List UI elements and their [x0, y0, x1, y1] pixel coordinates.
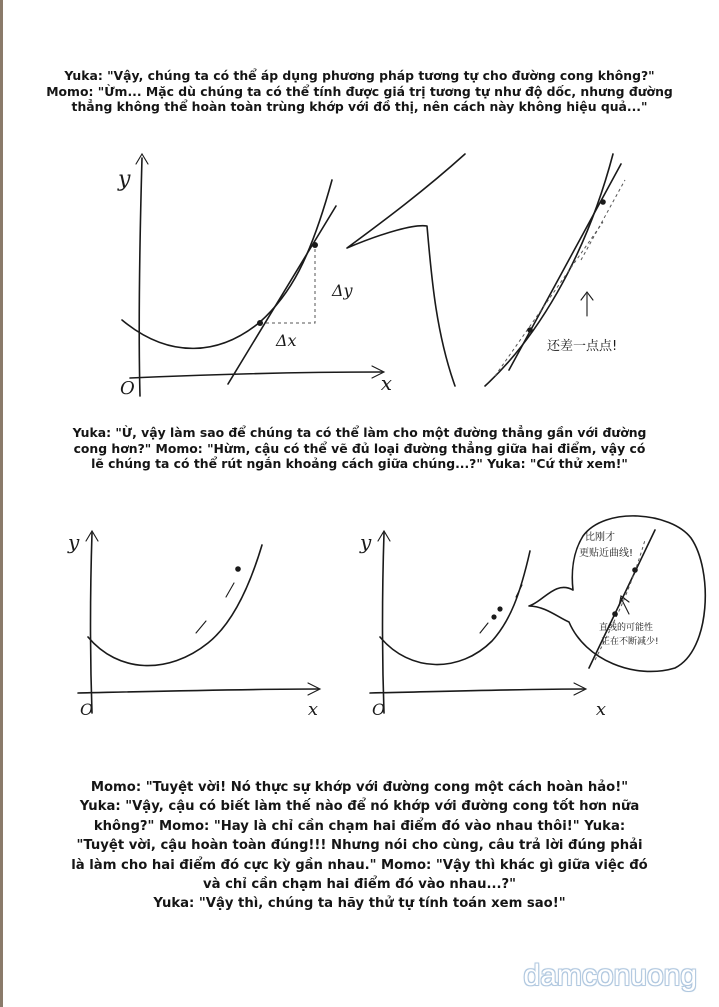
x-axis-label: x: [307, 699, 318, 720]
x-axis: [370, 689, 584, 693]
watermark: damconuong: [523, 959, 697, 992]
tick-mark: [516, 585, 522, 597]
zoom-point-b: [600, 199, 606, 205]
y-axis-label: y: [118, 167, 131, 192]
dialogue-line: "Tuyệt vời, cậu hoàn toàn đúng!!! Nhưng nói cho cùng, câu trả lời đúng phải: [76, 838, 643, 854]
x-axis-label: x: [595, 699, 606, 720]
curve: [88, 545, 262, 666]
point-b: [497, 606, 502, 611]
point-a: [491, 614, 496, 619]
zoom-point-a: [612, 611, 618, 617]
top-note-line1: 比刚才: [585, 532, 615, 543]
page-margin-rule: [0, 0, 3, 1007]
top-note-line2: 更贴近曲线!: [579, 548, 634, 559]
origin-label: O: [80, 700, 94, 719]
curve: [380, 551, 530, 665]
y-axis: [383, 533, 385, 713]
dialogue-line: không?" Momo: "Hay là chỉ cần chạm hai điểm đó vào nhau thôi!" Yuka:: [93, 818, 626, 834]
dialogue-line: thẳng không thể hoàn toàn trùng khớp với đồ thị, nên cách này không hiệu quả...": [71, 99, 648, 115]
dialogue-block-3: [10, 778, 709, 914]
sketch-closer-points: [68, 525, 328, 725]
tick-mark: [226, 583, 234, 597]
dialogue-line: Yuka: "Vậy, chúng ta có thể áp dụng phương pháp tương tự cho đường cong không?": [64, 68, 655, 83]
up-arrow-icon: [581, 292, 593, 316]
point-a: [257, 320, 263, 326]
dialogue-line: Momo: "Ừm... Mặc dù chúng ta có thể tính được giá trị tương tự như độ dốc, nhưng đường: [46, 83, 673, 99]
dialogue-line: Yuka: "Ừ, vậy làm sao để chúng ta có thể làm cho một đường thẳng gần với đường: [72, 425, 647, 440]
zoom-point-b: [632, 567, 638, 573]
gap-note: 还差一点点!: [547, 339, 618, 354]
tick-mark: [480, 623, 488, 633]
bottom-note-line2: 正在不断减少!: [601, 637, 659, 647]
bottom-note-line1: 直线的可能性: [599, 623, 654, 633]
dialogue-line: lẽ chúng ta có thể rút ngắn khoảng cách giữa chúng...?" Yuka: "Cứ thử xem!": [91, 456, 628, 472]
dy-label: Δy: [332, 281, 353, 300]
dialogue-line: và chỉ cần chạm hai điểm đó vào nhau...?": [202, 877, 517, 893]
point-b: [312, 242, 318, 248]
up-arrow-icon: [619, 596, 629, 614]
dialogue-block-2: [10, 425, 709, 472]
origin-label: O: [120, 378, 135, 399]
dialogue-block-1: [10, 68, 709, 115]
bubble-outline: [347, 154, 465, 386]
zoom-point-a: [527, 327, 533, 333]
dialogue-line: là làm cho hai điểm đó cực kỳ gần nhau." Momo: "Vậy thì khác gì giữa việc đó: [71, 857, 648, 873]
y-axis: [91, 533, 93, 713]
dialogue-line: Yuka: "Vậy thì, chúng ta hãy thử tự tính toán xem sao!": [153, 896, 566, 912]
zoom-bubble-1: [345, 150, 645, 390]
zoomed-guide: [581, 180, 625, 260]
zoom-bubble-2: [525, 510, 715, 680]
y-axis-label: y: [360, 530, 372, 554]
dialogue-line: Yuka: "Vậy, cậu có biết làm thế nào để nó khớp với đường cong tốt hơn nữa: [79, 799, 640, 815]
tick-mark: [196, 621, 206, 633]
x-axis: [78, 689, 318, 693]
dialogue-line: cong hơn?" Momo: "Hừm, cậu có thể vẽ đủ loại đường thẳng giữa hai điểm, vậy có: [73, 440, 646, 456]
x-axis-label: x: [380, 371, 392, 395]
dialogue-line: Momo: "Tuyệt vời! Nó thực sự khớp với đường cong một cách hoàn hảo!": [90, 780, 629, 795]
bubble-outline: [529, 516, 705, 672]
secant-line: [228, 206, 336, 384]
origin-label: O: [372, 700, 386, 719]
dx-label: Δx: [276, 331, 297, 350]
y-axis: [139, 158, 142, 396]
point-b: [235, 566, 241, 572]
y-axis-label: y: [68, 530, 80, 554]
